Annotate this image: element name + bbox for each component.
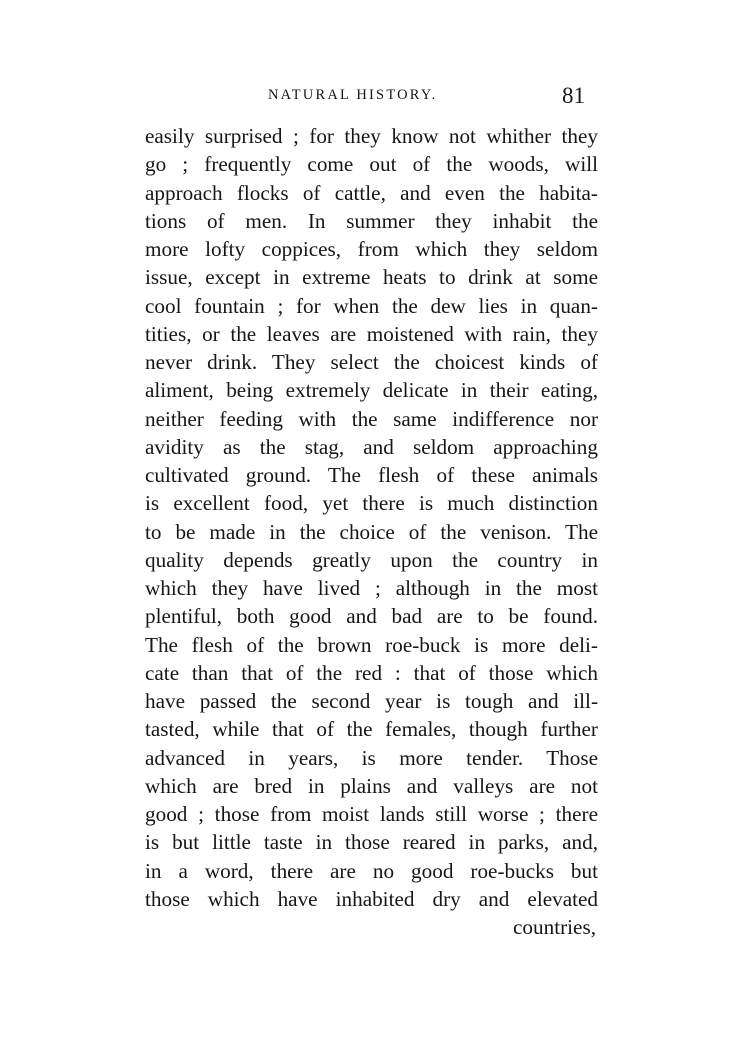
text-line: cate than that of the red : that of those which	[145, 660, 598, 685]
text-line: easily surprised ; for they know not whither they	[145, 124, 598, 148]
text-line: is excellent food, yet there is much distinction	[145, 491, 598, 516]
text-line: tasted, while that of the females, though further	[145, 717, 598, 742]
text-line: never drink. They select the choicest kinds of	[145, 350, 598, 374]
text-line: those which have inhabited dry and elevated	[145, 886, 598, 911]
text-line: The flesh of the brown roe-buck is more deli-	[145, 632, 598, 657]
text-line: plentiful, both good and bad are to be found.	[145, 604, 598, 629]
text-line: advanced in years, is more tender. Those	[145, 745, 598, 770]
text-line: more lofty coppices, from which they seldom	[145, 237, 598, 261]
text-line: issue, except in extreme heats to drink at some	[145, 265, 598, 290]
text-line: is but little taste in those reared in parks, and,	[145, 830, 598, 855]
text-line: approach flocks of cattle, and even the habita-	[145, 180, 598, 205]
text-line: avidity as the stag, and seldom approaching	[145, 434, 598, 459]
text-line: in a word, there are no good roe-bucks but	[145, 858, 598, 883]
running-title: NATURAL HISTORY.	[268, 87, 438, 103]
text-line: cultivated ground. The flesh of these animals	[145, 463, 598, 487]
text-line: tions of men. In summer they inhabit the	[145, 208, 598, 233]
text-line: have passed the second year is tough and ill-	[145, 689, 598, 713]
body-text	[145, 122, 598, 941]
text-line: to be made in the choice of the venison. The	[145, 519, 598, 544]
text-line: tities, or the leaves are moistened with rain, they	[145, 321, 598, 346]
text-line: aliment, being extremely delicate in their eating,	[145, 378, 598, 403]
text-line: which are bred in plains and valleys are not	[145, 773, 598, 798]
catchword-line: countries,	[513, 915, 596, 939]
text-line: good ; those from moist lands still worse ; there	[145, 802, 598, 826]
page-number: 81	[562, 83, 585, 108]
text-line: neither feeding with the same indifference nor	[145, 406, 598, 431]
text-line: cool fountain ; for when the dew lies in quan-	[145, 293, 598, 318]
text-line: go ; frequently come out of the woods, will	[145, 152, 598, 177]
text-line: quality depends greatly upon the country in	[145, 547, 598, 572]
text-line: which they have lived ; although in the most	[145, 576, 598, 600]
